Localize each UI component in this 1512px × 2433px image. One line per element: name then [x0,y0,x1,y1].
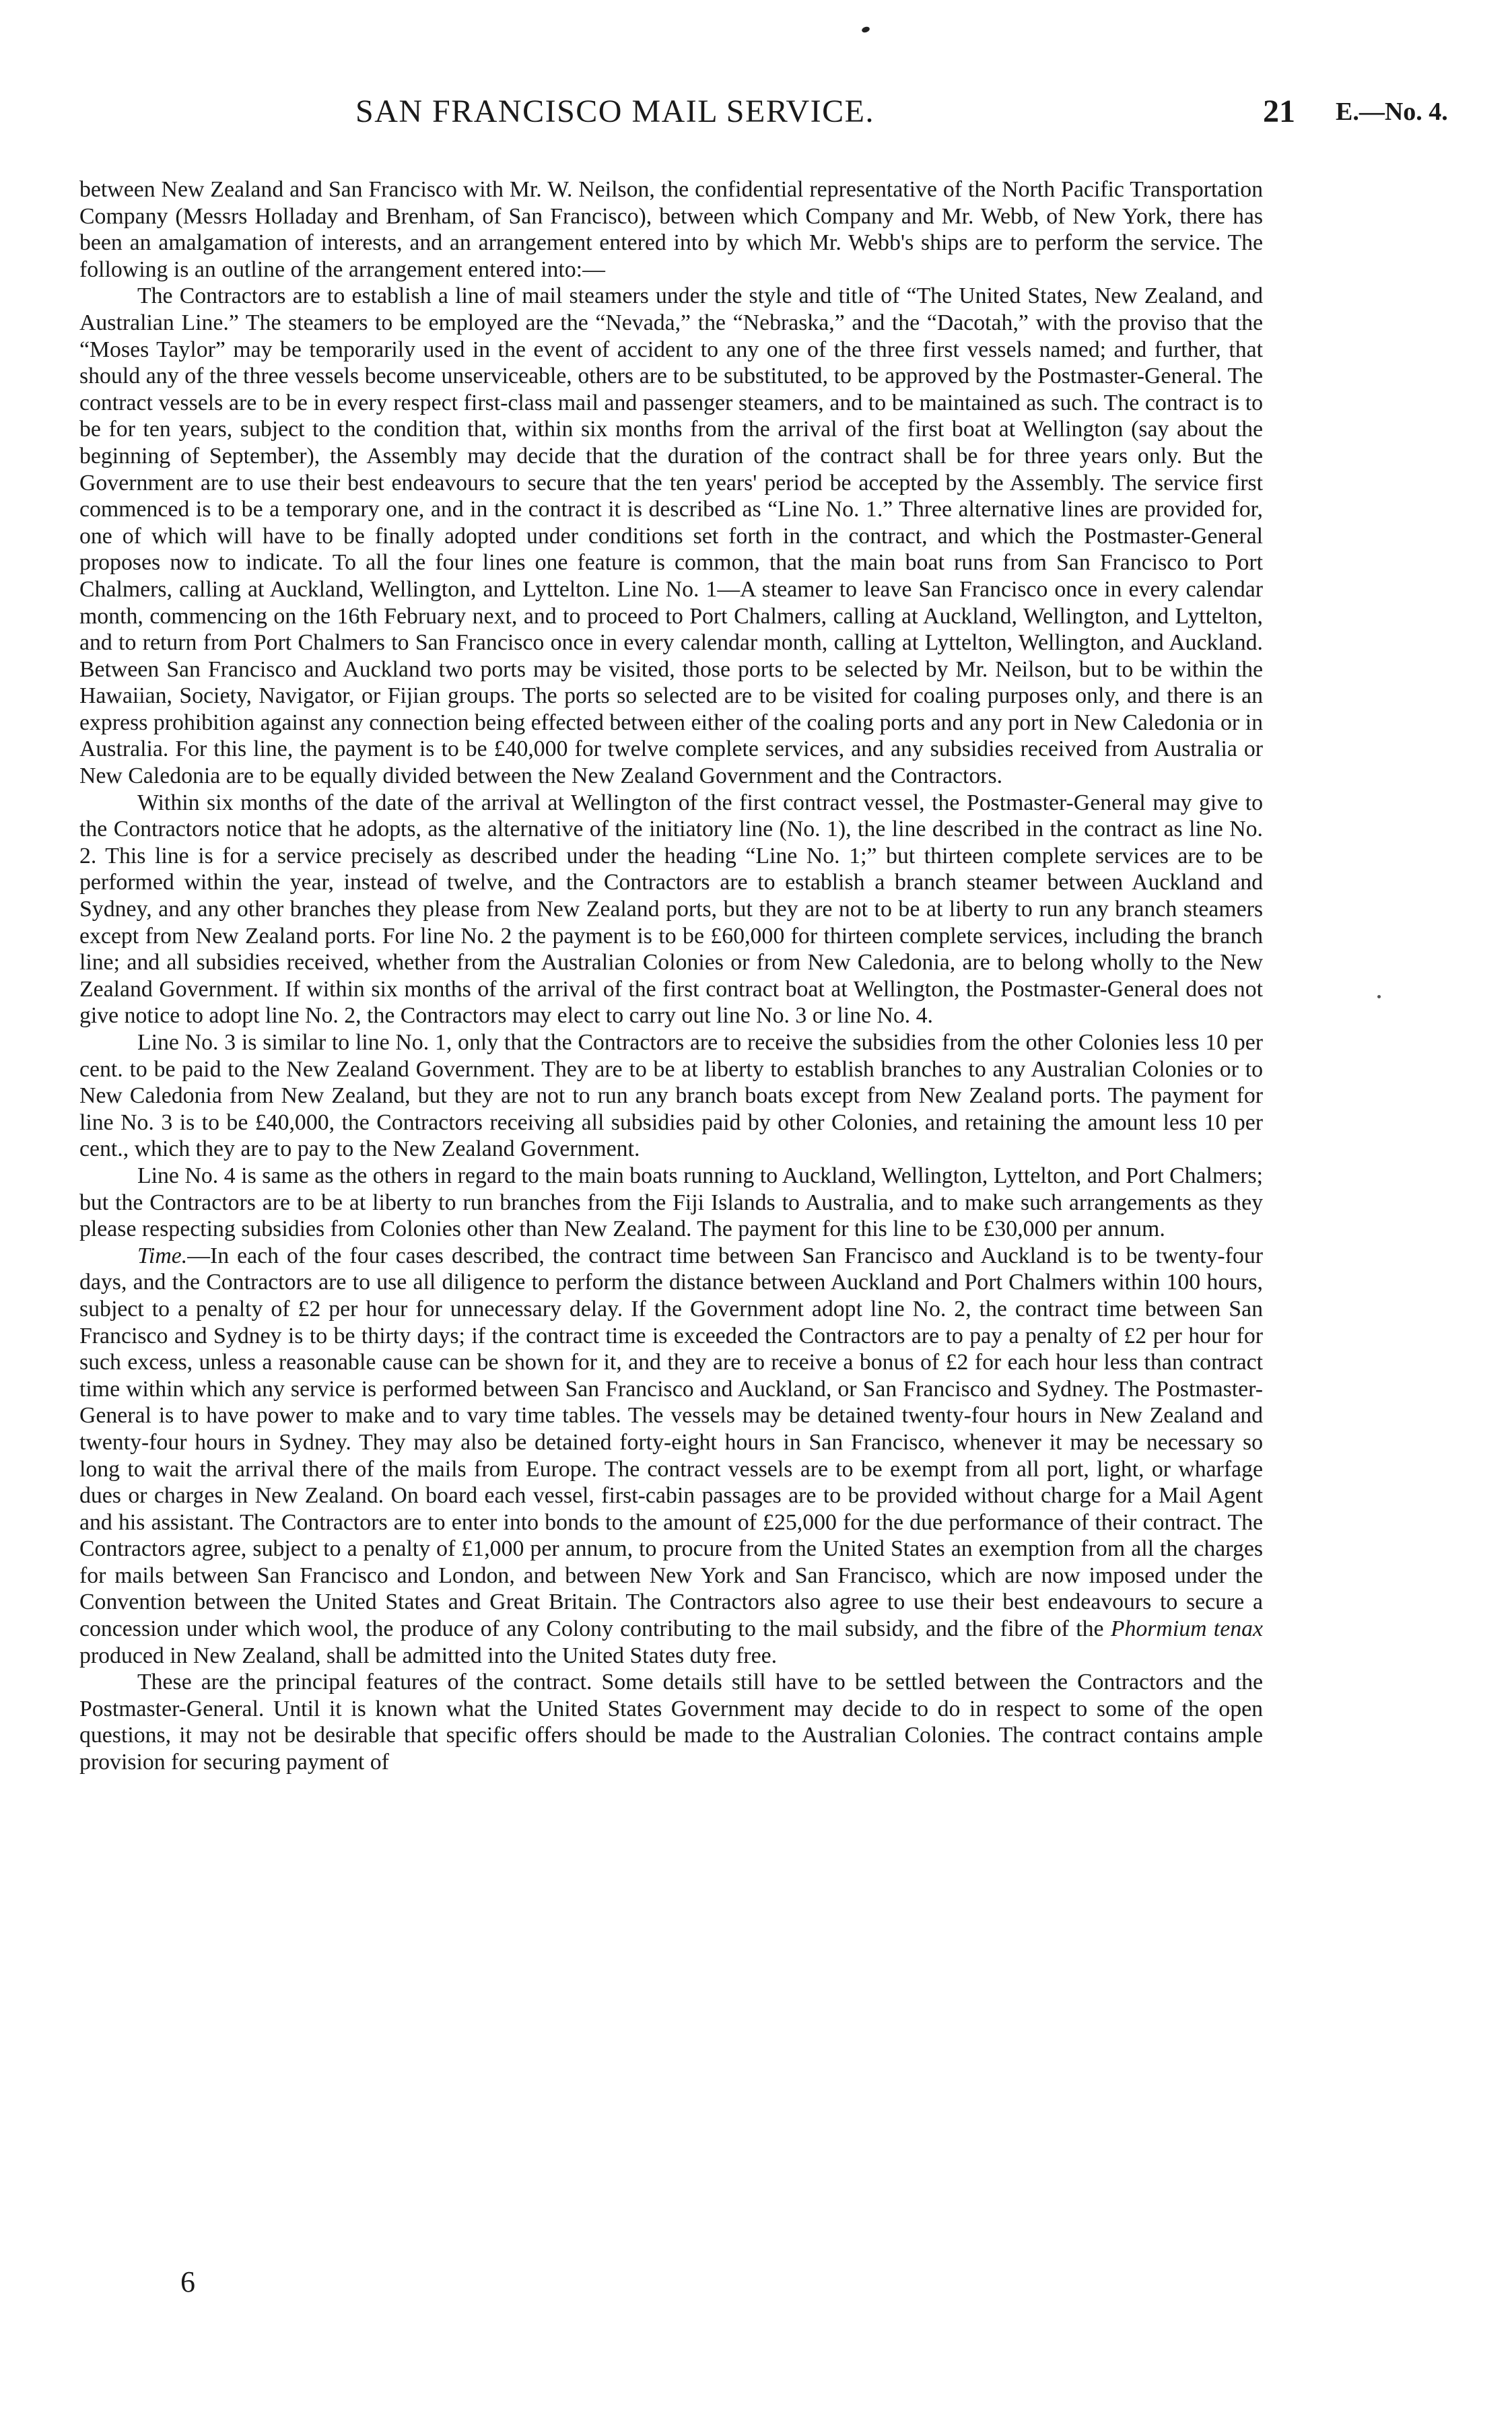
paragraph [79,176,1263,283]
running-title: SAN FRANCISCO MAIL SERVICE. [355,94,874,129]
paragraph-text: The Contractors are to establish a line of mail steamers under the style and title of “The United States, New Zealand, and Australian Line.” The steamers to be employed are the “Nevada,” the “Nebraska,” and the “Dacotah,” with the proviso that the “Moses Taylor” may be temporarily used in the event of accident to any one of the three first vessels named; and further, that should any of the three vessels become unserviceable, others are to be substituted, to be approved by the Postmaster-General. The contract vessels are to be in every respect first-class mail and passenger steamers, and to be maintained as such. The contract is to be for ten years, subject to the condition that, within six months from the arrival of the first boat at Wellington (say about the beginning of September), the Assembly may decide that the duration of the contract shall be for three years only. But the Government are to use their best endeavours to secure that the ten years' period be accepted by the Assembly. The service first commenced is to be a temporary one, and in the contract it is described as “Line No. 1.” Three alternative lines are provided for, one of which will have to be finally adopted under conditions set forth in the contract, and which the Postmaster-General proposes now to indicate. To all the four lines one feature is common, that the main boat runs from San Francisco to Port Chalmers, calling at Auckland, Wellington, and Lyttelton. Line No. 1—A steamer to leave San Francisco once in every calendar month, commencing on the 16th February next, and to proceed to Port Chalmers, calling at Auckland, Wellington, and Lyttelton, and to return from Port Chalmers to San Francisco once in every calendar month, calling at Lyttelton, Wellington, and Auckland. Between San Francisco and Auckland two ports may be visited, those ports to be selected by Mr. Neilson, but to be within the Hawaiian, Society, Navigator, or Fijian groups. The ports so selected are to be visited for coaling purposes only, and there is an express prohibition against any connection being effected between either of the coaling ports and any port in New Caledonia or in Australia. For this line, the payment is to be £40,000 for twelve complete services, and any subsidies received from Australia or New Caledonia are to be equally divided between the New Zealand Government and the Contractors. [79,283,1263,789]
paragraph-text: Within six months of the date of the arrival at Wellington of the first contract vessel, the Postmaster-General may give to the Contractors notice that he adopts, as the alternative of the initiatory line (No. 1), the line described in the contract as line No. 2. This line is for a service precisely as described under the heading “Line No. 1;” but thirteen complete services are to be performed within the year, instead of twelve, and the Contractors are to establish a branch steamer between Auckland and Sydney, and any other branches they please from New Zealand ports, but they are not to be at liberty to run any branch steamers except from New Zealand ports. For line No. 2 the payment is to be £60,000 for thirteen complete services, including the branch line; and all subsidies received, whether from the Australian Colonies or from New Caledonia, are to belong wholly to the New Zealand Government. If within six months of the arrival of the first contract boat at Wellington, the Postmaster-General does not give notice to adopt line No. 2, the Contractors may elect to carry out line No. 3 or line No. 4. [79,790,1263,1029]
italic-text: Time. [137,1243,188,1268]
body-text [79,176,1263,1776]
page-header [0,93,1512,140]
paragraph [79,283,1263,789]
paragraph [79,1243,1263,1670]
paragraph [79,1669,1263,1775]
sheet-signature: 6 [180,2265,195,2298]
paragraph [79,1163,1263,1243]
margin-dot [1377,995,1381,998]
italic-text: Phormium tenax [1110,1616,1263,1642]
paragraph-text: Line No. 3 is similar to line No. 1, only that the Contractors are to receive the subsidies from the other Colonies less 10 per cent. to be paid to the New Zealand Government. They are to be at liberty to establish branches to any Australian Colonies or to New Caledonia from New Zealand, but they are not to run any branch boats except from New Zealand ports. The payment for line No. 3 is to be £40,000, the Contractors receiving all subsidies paid by other Colonies, and retaining the amount less 10 per cent., which they are to pay to the New Zealand Government. [79,1030,1263,1162]
paragraph [79,790,1263,1029]
paragraph-text: —In each of the four cases described, the contract time between San Francisco and Auckland is to be twenty-four days, and the Contractors are to use all diligence to perform the distance between Auckland and Port Chalmers within 100 hours, subject to a penalty of £2 per hour for unnecessary delay. If the Government adopt line No. 2, the contract time between San Francisco and Sydney is to be thirty days; if the contract time is exceeded the Contractors are to pay a penalty of £2 per hour for such excess, unless a reasonable cause can be shown for it, and they are to receive a bonus of £2 for each hour less than contract time within which any service is performed between San Francisco and Auckland, or San Francisco and Sydney. The Postmaster-General is to have power to make and to vary time tables. The vessels may be detained twenty-four hours in New Zealand and twenty-four hours in Sydney. They may also be detained forty-eight hours in San Francisco, whenever it may be necessary so long to wait the arrival there of the mails from Europe. The contract vessels are to be exempt from all port, light, or wharfage dues or charges in New Zealand. On board each vessel, first-cabin passages are to be provided without charge for a Mail Agent and his assistant. The Contractors are to enter into bonds to the amount of £25,000 for the due performance of their contract. The Contractors agree, subject to a penalty of £1,000 per annum, to procure from the United States an exemption from all the charges for mails between San Francisco and London, and between New York and San Francisco, which are now imposed under the Convention between the United States and Great Britain. The Contractors also agree to use their best endeavours to secure a concession under which wool, the produce of any Colony contributing to the mail subsidy, and the fibre of the [79,1243,1263,1642]
page-number: 21 [1263,94,1295,129]
paragraph-text: produced in New Zealand, shall be admitted into the United States duty free. [79,1643,778,1668]
paragraph [79,1029,1263,1163]
paper-reference: E.—No. 4. [1336,98,1448,126]
paragraph-text: between New Zealand and San Francisco with Mr. W. Neilson, the confidential representative of the North Pacific Transportation Company (Messrs Holladay and Brenham, of San Francisco), between which Company and Mr. Webb, of New York, there has been an amalgamation of interests, and an arrangement entered into by which Mr. Webb's ships are to perform the service. The following is an outline of the arrangement entered into:— [79,177,1263,282]
paragraph-text: Line No. 4 is same as the others in regard to the main boats running to Auckland, Wellington, Lyttelton, and Port Chalmers; but the Contractors are to be at liberty to run branches from the Fiji Islands to Australia, and to make such arrangements as they please respecting subsidies from Colonies other than New Zealand. The payment for this line to be £30,000 per annum. [79,1163,1263,1242]
ink-mark [861,26,870,34]
paragraph-text: These are the principal features of the contract. Some details still have to be settled between the Contractors and the Postmaster-General. Until it is known what the United States Government may decide to do in respect to some of the open questions, it may not be desirable that specific offers should be made to the Australian Colonies. The contract contains ample provision for securing payment of [79,1670,1263,1775]
